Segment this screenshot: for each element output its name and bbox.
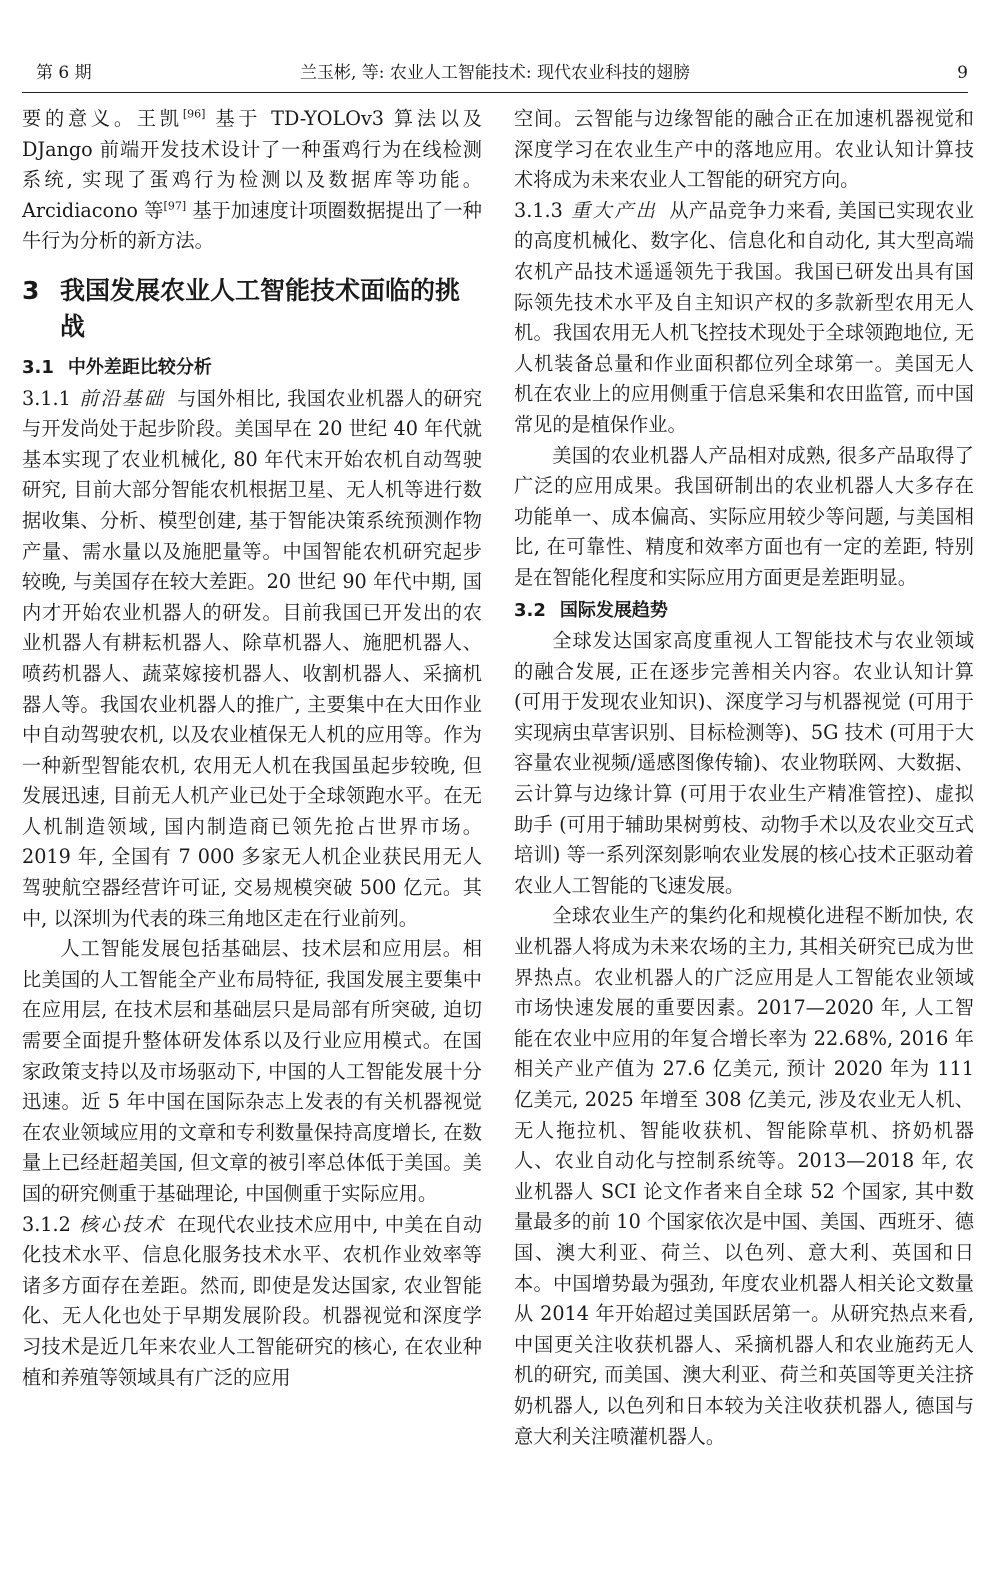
page-number: 9 <box>957 63 968 83</box>
paragraph-continuation: 空间。云智能与边缘智能的融合正在加速机器视觉和深度学习在农业生产中的落地应用。农业认知计算技术将成为未来农业人工智能的研究方向。 <box>514 107 974 192</box>
right-column <box>514 104 974 1452</box>
header-rule <box>22 92 968 93</box>
subsection-number: 3.2 <box>514 599 546 621</box>
citation-ref: [97] <box>163 199 187 213</box>
subsubsection-title: 核心技术 <box>78 1212 166 1236</box>
subsection-heading <box>22 353 482 384</box>
paragraph: 全球发达国家高度重视人工智能技术与农业领域的融合发展, 正在逐步完善相关内容。农业认知计算 (可用于发现农业知识)、深度学习与机器视觉 (可用于实现病虫草害识别、目标检测等)、5G 技术 (可用于大容量农业视频/遥感图像传输)、农业物联网、大数据、云计算与边缘计算 (可用于农业生产精准管控)、虚拟助手 (可用于辅助果树剪枝、动物手术以及农业交互式培训) 等一系列深刻影响农业发展的核心技术正驱动着农业人工智能的飞速发展。 <box>514 629 974 897</box>
section-title: 我国发展农业人工智能技术面临的挑战 <box>60 275 461 341</box>
subsubsection-title: 重大产出 <box>570 198 658 222</box>
paragraph: 美国的农业机器人产品相对成熟, 很多产品取得了广泛的应用成果。我国研制出的农业机器人大多存在功能单一、成本偏高、实际应用较少等问题, 与美国相比, 在可靠性、精度和效率方面也有一定的差距, 特别是在智能化程度和实际应用方面更是差距明显。 <box>514 443 974 589</box>
subsection-title: 国际发展趋势 <box>559 599 668 621</box>
running-header <box>22 58 968 88</box>
subsubsection-number: 3.1.1 <box>22 386 71 410</box>
left-column <box>22 104 482 1393</box>
running-title: 兰玉彬, 等: 农业人工智能技术: 现代农业科技的翅膀 <box>299 63 691 83</box>
paragraph <box>514 196 974 441</box>
subsubsection-title: 前沿基础 <box>78 386 166 410</box>
text-run: 从产品竞争力来看, 美国已实现农业的高度机械化、数字化、信息化和自动化, 其大型高端农机产品技术遥遥领先于我国。我国已研发出具有国际领先技术水平及自主知识产权的多款新型农用无人机。我国农用无人机飞控技术现处于全球领跑地位, 无人机装备总量和作业面积都位列全球第一。美国无人机在农业上的应用侧重于信息采集和农田监管, 而中国常见的是植保作业。 <box>514 198 975 436</box>
subsubsection-number: 3.1.2 <box>22 1212 71 1236</box>
section-heading <box>22 273 482 345</box>
section-number: 3 <box>22 275 40 305</box>
text-run: 在现代农业技术应用中, 中美在自动化技术水平、信息化服务技术水平、农机作业效率等诸多方面存在差距。然而, 即使是发达国家, 农业智能化、无人化也处于早期发展阶段。机器视觉和深度学习技术是近几年来农业人工智能研究的核心, 在农业种植和养殖等领域具有广泛的应用 <box>22 1212 483 1389</box>
subsubsection-number: 3.1.3 <box>514 198 563 222</box>
paragraph <box>22 384 482 935</box>
paragraph: 全球农业生产的集约化和规模化进程不断加快, 农业机器人将成为未来农场的主力, 其相关研究已成为世界热点。农业机器人的广泛应用是人工智能农业领域市场快速发展的重要因素。2017—2020 年, 人工智能在农业中应用的年复合增长率为 22.68%, 2016 年相关产业产值为 27.6 亿美元, 预计 2020 年为 111 亿美元, 2025 年增至 308 亿美元, 涉及农业无人机、无人拖拉机、智能收获机、智能除草机、挤奶机器人、农业自动化与控制系统等。2013—2018 年, 农业机器人 SCI 论文作者来自全球 52 个国家, 其中数量最多的前 10 个国家依次是中国、美国、西班牙、德国、澳大利亚、荷兰、以色列、意大利、英国和日本。中国增势最为强劲, 年度农业机器人相关论文数量从 2014 年开始超过美国跃居第一。从研究热点来看, 中国更关注收获机器人、采摘机器人和农业施药无人机的研究, 而美国、澳大利亚、荷兰和英国等更关注挤奶机器人, 以色列和日本较为关注收获机器人, 德国与意大利关注喷灌机器人。 <box>514 904 974 1448</box>
paragraph <box>22 1210 482 1394</box>
subsection-title: 中外差距比较分析 <box>67 356 212 378</box>
text-run: 与国外相比, 我国农业机器人的研究与开发尚处于起步阶段。美国早在 20 世纪 40 年代就基本实现了农业机械化, 80 年代末开始农机自动驾驶研究, 目前大部分智能农机根据卫星、无人机等进行数据收集、分析、模型创建, 基于智能决策系统预测作物产量、需水量以及施肥量等。中国智能农机研究起步较晚, 与美国存在较大差距。20 世纪 90 年代中期, 国内才开始农业机器人的研发。目前我国已开发出的农业机器人有耕耘机器人、除草机器人、施肥机器人、喷药机器人、蔬菜嫁接机器人、收割机器人、采摘机器人等。我国农业机器人的推广, 主要集中在大田作业中自动驾驶农机, 以及农业植保无人机的应用等。作为一种新型智能农机, 农用无人机在我国虽起步较晚, 但发展迅速, 目前无人机产业已处于全球领跑水平。在无人机制造领域, 国内制造商已领先抢占世界市场。2019 年, 全国有 7 000 多家无人机企业获民用无人驾驶航空器经营许可证, 交易规模突破 500 亿元。其中, 以深圳为代表的珠三角地区走在行业前列。 <box>22 386 483 930</box>
citation-ref: [96] <box>182 107 206 121</box>
paragraph: 人工智能发展包括基础层、技术层和应用层。相比美国的人工智能全产业布局特征, 我国发展主要集中在应用层, 在技术层和基础层只是局部有所突破, 迫切需要全面提升整体研发体系以及行业应用模式。在国家政策支持以及市场驱动下, 中国的人工智能发展十分迅速。近 5 年中国在国际杂志上发表的有关机器视觉在农业领域应用的文章和专利数量保持高度增长, 在数量上已经赶超美国, 但文章的被引率总体低于美国。美国的研究侧重于基础理论, 中国侧重于实际应用。 <box>22 937 482 1205</box>
subsection-number: 3.1 <box>22 356 54 378</box>
issue-label: 第 6 期 <box>36 63 92 83</box>
text-run: 要的意义。王凯 <box>22 107 183 130</box>
text-run: 基于加速度计项圈数据提出了一种牛行为分析的新方法。 <box>22 198 482 253</box>
text-run: 基于 TD-YOLOv3 算法以及 DJango 前端开发技术设计了一种蛋鸡行为在线检测系统, 实现了蛋鸡行为检测以及数据库等功能。Arcidiacono 等 <box>22 107 482 222</box>
paragraph-continuation <box>22 104 482 257</box>
subsection-heading <box>514 596 974 627</box>
